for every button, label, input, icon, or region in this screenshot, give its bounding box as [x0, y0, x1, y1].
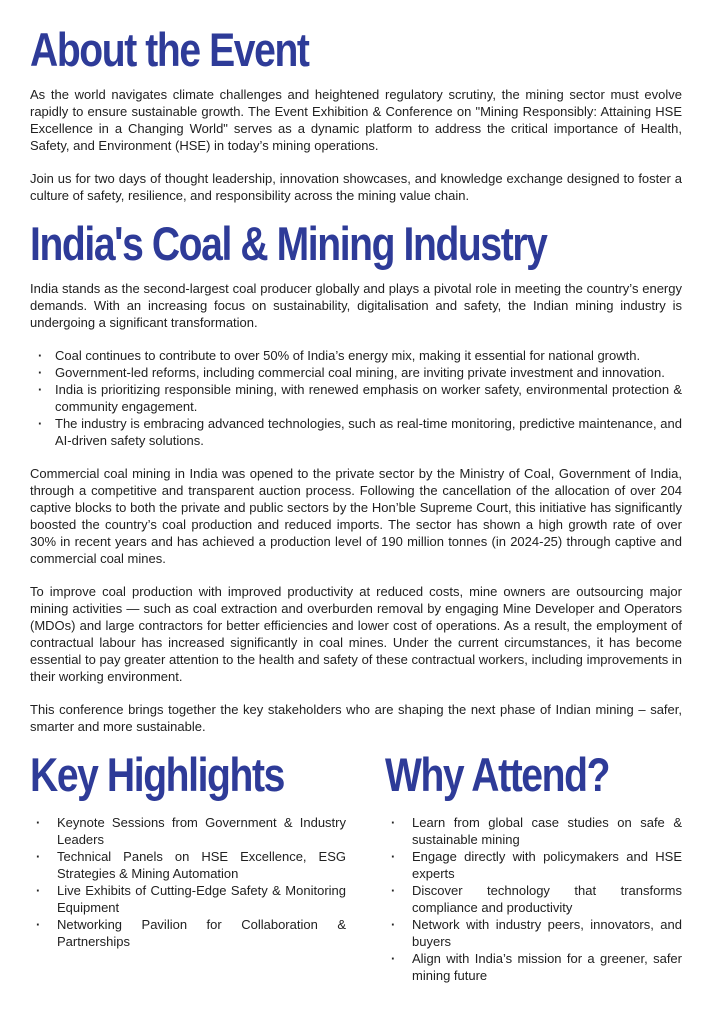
bullet-item: · Technical Panels on HSE Excellence, ESG Strategies & Mining Automation: [30, 848, 346, 882]
industry-paragraph-1: Commercial coal mining in India was opened to the private sector by the Ministry of Coal, Government of India, through a competitive and transparent auction process. Following the cancellation of the allocation of over 204 captive blocks to both the private and public sectors by the Hon’ble Supreme Court, this initiative has significantly boosted the country’s coal production and reduced imports. The sector has shown a high growth rate of over 30% in recent years and has achieved a production level of 190 million tonnes (in 2024-25) through captive and commercial coal mines.: [30, 466, 682, 566]
key-highlights-bullet-list: [30, 814, 346, 950]
about-heading: [30, 23, 682, 77]
industry-paragraph-2: To improve coal production with improved productivity at reduced costs, mine owners are outsourcing major mining activities — such as coal extraction and overburden removal by engaging Mine Developer and Operators (MDOs) and large contractors for better efficiencies and lower cost of operations. As a result, the employment of contractual labour has increased significantly in coal mines. Under the current circumstances, it has become essential to pay greater attention to the health and safety of these contractual workers, including improvements in their working environment.: [30, 584, 682, 684]
about-paragraph-1: As the world navigates climate challenges and heightened regulatory scrutiny, the mining sector must evolve rapidly to ensure sustainable growth. The Event Exhibition & Conference on "Mining Responsibly: Attaining HSE Excellence in a Changing World" serves as a dynamic platform to address the critical importance of Health, Safety, and Environment (HSE) in today’s mining operations.: [30, 87, 682, 153]
key-highlights-heading: [30, 748, 346, 802]
why-attend-heading-text: Why Attend?: [385, 748, 610, 802]
key-highlights-column: [30, 748, 346, 984]
about-paragraph-2: Join us for two days of thought leadership, innovation showcases, and knowledge exchange designed to foster a culture of safety, resilience, and responsibility across the mining value chain.: [30, 171, 682, 203]
bullet-item: · Learn from global case studies on safe & sustainable mining: [385, 814, 682, 848]
bullet-item: · Align with India’s mission for a greener, safer mining future: [385, 950, 682, 984]
bullet-item: · The industry is embracing advanced technologies, such as real-time monitoring, predictive maintenance, and AI-driven safety solutions.: [30, 415, 682, 449]
key-highlights-heading-text: Key Highlights: [30, 748, 284, 802]
why-attend-heading: [385, 748, 682, 802]
why-attend-bullet-list: [385, 814, 682, 984]
industry-section: [30, 217, 682, 735]
bullet-item: · Government-led reforms, including commercial coal mining, are inviting private investment and innovation.: [30, 364, 682, 381]
about-section: [30, 23, 682, 204]
bullet-item: · Engage directly with policymakers and HSE experts: [385, 848, 682, 882]
bottom-columns: [30, 748, 682, 984]
bullet-item: · Networking Pavilion for Collaboration & Partnerships: [30, 916, 346, 950]
bullet-item: · Coal continues to contribute to over 50% of India’s energy mix, making it essential for national growth.: [30, 347, 682, 364]
industry-heading: [30, 217, 682, 271]
about-heading-text: About the Event: [30, 23, 309, 77]
industry-bullet-list: [30, 347, 682, 449]
bullet-item: · Network with industry peers, innovators, and buyers: [385, 916, 682, 950]
industry-paragraph-3: This conference brings together the key stakeholders who are shaping the next phase of Indian mining – safer, smarter and more sustainable.: [30, 702, 682, 734]
industry-intro-paragraph: India stands as the second-largest coal producer globally and plays a pivotal role in meeting the country’s energy demands. With an increasing focus on sustainability, digitalisation and safety, the Indian mining industry is undergoing a significant transformation.: [30, 281, 682, 330]
bullet-item: · Keynote Sessions from Government & Industry Leaders: [30, 814, 346, 848]
bullet-item: · India is prioritizing responsible mining, with renewed emphasis on worker safety, environmental protection & community engagement.: [30, 381, 682, 415]
bullet-item: · Live Exhibits of Cutting-Edge Safety & Monitoring Equipment: [30, 882, 346, 916]
bullet-item: · Discover technology that transforms compliance and productivity: [385, 882, 682, 916]
industry-heading-text: India's Coal & Mining Industry: [30, 217, 547, 271]
why-attend-column: [385, 748, 682, 984]
